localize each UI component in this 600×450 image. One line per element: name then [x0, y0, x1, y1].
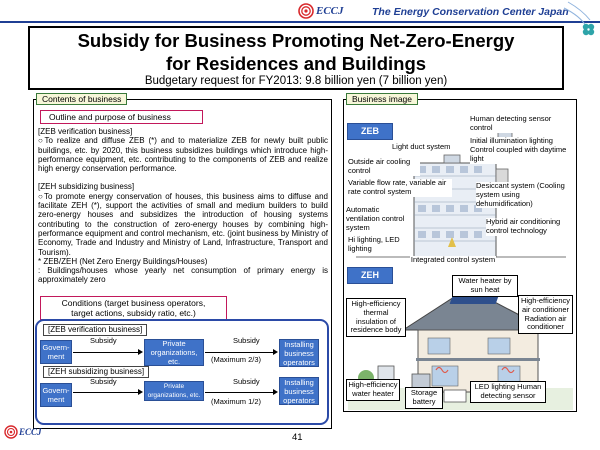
- arrow-zeb-1-head: [138, 349, 143, 355]
- zeb-heading: [ZEB verification business]: [38, 127, 133, 136]
- page-title-line2: for Residences and Buildings: [165, 53, 427, 74]
- arrow-zeb-2: [205, 352, 274, 353]
- arrow-zeh-2: [205, 392, 274, 393]
- outline-label: Outline and purpose of business: [40, 110, 203, 124]
- max-ratio-zeb: (Maximum 2/3): [211, 355, 262, 364]
- zeh-text: ○To promote energy conservation of houses, this business aims to diffuse and facilitate ZEH (*), support the activities of small and medium builders to build zero-energy houses and subsidizes the introduction of housing systems contributing to the construction of zero-energy houses by combining high-performance equipment and control mechanism, etc. (joint business by Ministry of Economy, Trade and Industry and Ministry of Land, Infrastructure, Transport and Tourism).: [38, 191, 328, 257]
- conditions-line1: Conditions (target business operators,: [61, 298, 206, 308]
- footer-logo-text: ECCJ: [19, 427, 42, 437]
- zeb-label-hi-lighting: Hi lighting, LED lighting: [348, 236, 410, 254]
- subsidy-label-zeb-2: Subsidy: [233, 336, 260, 345]
- zeb-zeh-note: * ZEB/ZEH (Net Zero Energy Buildings/Houses): [38, 256, 208, 266]
- zeb-label-light-duct: Light duct system: [392, 142, 451, 151]
- private-org-box-zeh: Private organizations, etc.: [144, 381, 204, 401]
- zeb-label-hybrid: Hybrid air conditioning control technology: [486, 218, 574, 236]
- zeb-label-desiccant: Desiccant system (Cooling system using dehumidification): [476, 182, 572, 208]
- zeh-label-water-heater: High-efficiency water heater: [346, 379, 400, 401]
- zeb-label-human-detecting: Human detecting sensor control: [470, 115, 570, 133]
- arrow-zeh-2-head: [273, 389, 278, 395]
- flow-zeh-label: [ZEH subsidizing business]: [43, 366, 149, 378]
- conditions-label: [40, 296, 227, 320]
- zeb-badge: ZEB: [347, 123, 393, 140]
- zeb-zeh-definition: : Buildings/houses whose yearly net consumption of primary energy is approximately zero: [38, 266, 328, 285]
- page-number: 41: [292, 432, 303, 443]
- page-subtitle: Budgetary request for FY2013: 9.8 billion yen (7 billion yen): [144, 75, 448, 87]
- private-org-box-zeb: Private organizations, etc.: [144, 339, 204, 366]
- zeb-text: ○To realize and diffuse ZEB (*) and to materialize ZEB for newly built public buildings, etc. by 2020, this business subsidizes buildings which introduce high-performance equipment, etc. contributing to the components of ZEB and realize high energy conservation performance.: [38, 136, 328, 174]
- zeb-label-outside-air: Outside air cooling control: [348, 158, 420, 176]
- installing-operators-box-zeh: Installing business operators: [279, 377, 319, 405]
- header-logo-text: ECCJ: [316, 5, 344, 17]
- business-image-tag: Business image: [346, 93, 418, 105]
- header-org-name: The Energy Conservation Center Japan: [372, 6, 569, 18]
- flow-zeb-label: [ZEB verification business]: [43, 324, 147, 336]
- contents-text-block: [38, 127, 328, 285]
- zeh-label-air-conditioner: High-efficiency air conditioner Radiation air conditioner: [518, 295, 573, 334]
- clover-decoration-icon: [560, 0, 600, 42]
- government-box-zeh: Govern- ment: [40, 383, 72, 407]
- installing-operators-box-zeb: Installing business operators: [279, 339, 319, 367]
- subsidy-label-zeh-1: Subsidy: [90, 377, 117, 386]
- max-ratio-zeh: (Maximum 1/2): [211, 397, 262, 406]
- arrow-zeb-1: [73, 352, 139, 353]
- footer-logo-mark-icon: [4, 425, 18, 439]
- zeb-label-control-daytime: Control coupled with daytime light: [470, 146, 570, 164]
- zeh-label-led-lighting: LED lighting Human detecting sensor: [470, 381, 546, 403]
- page-title-line1: Subsidy for Business Promoting Net-Zero-Energy: [77, 30, 515, 51]
- arrow-zeh-1: [73, 392, 139, 393]
- header-rule: [0, 21, 600, 23]
- arrow-zeb-2-head: [273, 349, 278, 355]
- subsidy-label-zeh-2: Subsidy: [233, 377, 260, 386]
- zeb-label-variable-flow: Variable flow rate, variable air rate control system: [348, 179, 452, 197]
- conditions-line2: target actions, subsidy ratio, etc.): [71, 308, 196, 318]
- zeh-label-water-heater-sun: Water heater by sun heat: [452, 275, 518, 297]
- zeh-badge: ZEH: [347, 267, 393, 284]
- zeh-heading: [ZEH subsidizing business]: [38, 182, 135, 192]
- government-box-zeb: Govern- ment: [40, 340, 72, 364]
- contents-tag: Contents of business: [36, 93, 127, 105]
- zeb-label-integrated: Integrated control system: [410, 255, 496, 264]
- eccj-logo-mark-icon: [298, 3, 314, 19]
- subsidy-label-zeb-1: Subsidy: [90, 336, 117, 345]
- arrow-zeh-1-head: [138, 389, 143, 395]
- zeb-label-initial-illumination: Initial illumination lighting: [470, 137, 570, 146]
- zeh-label-storage-battery: Storage battery: [405, 387, 443, 409]
- zeh-label-insulation: High-efficiency thermal insulation of residence body: [346, 298, 406, 337]
- zeb-label-automatic-ventilation: Automatic ventilation control system: [346, 205, 405, 232]
- title-box: [28, 26, 564, 90]
